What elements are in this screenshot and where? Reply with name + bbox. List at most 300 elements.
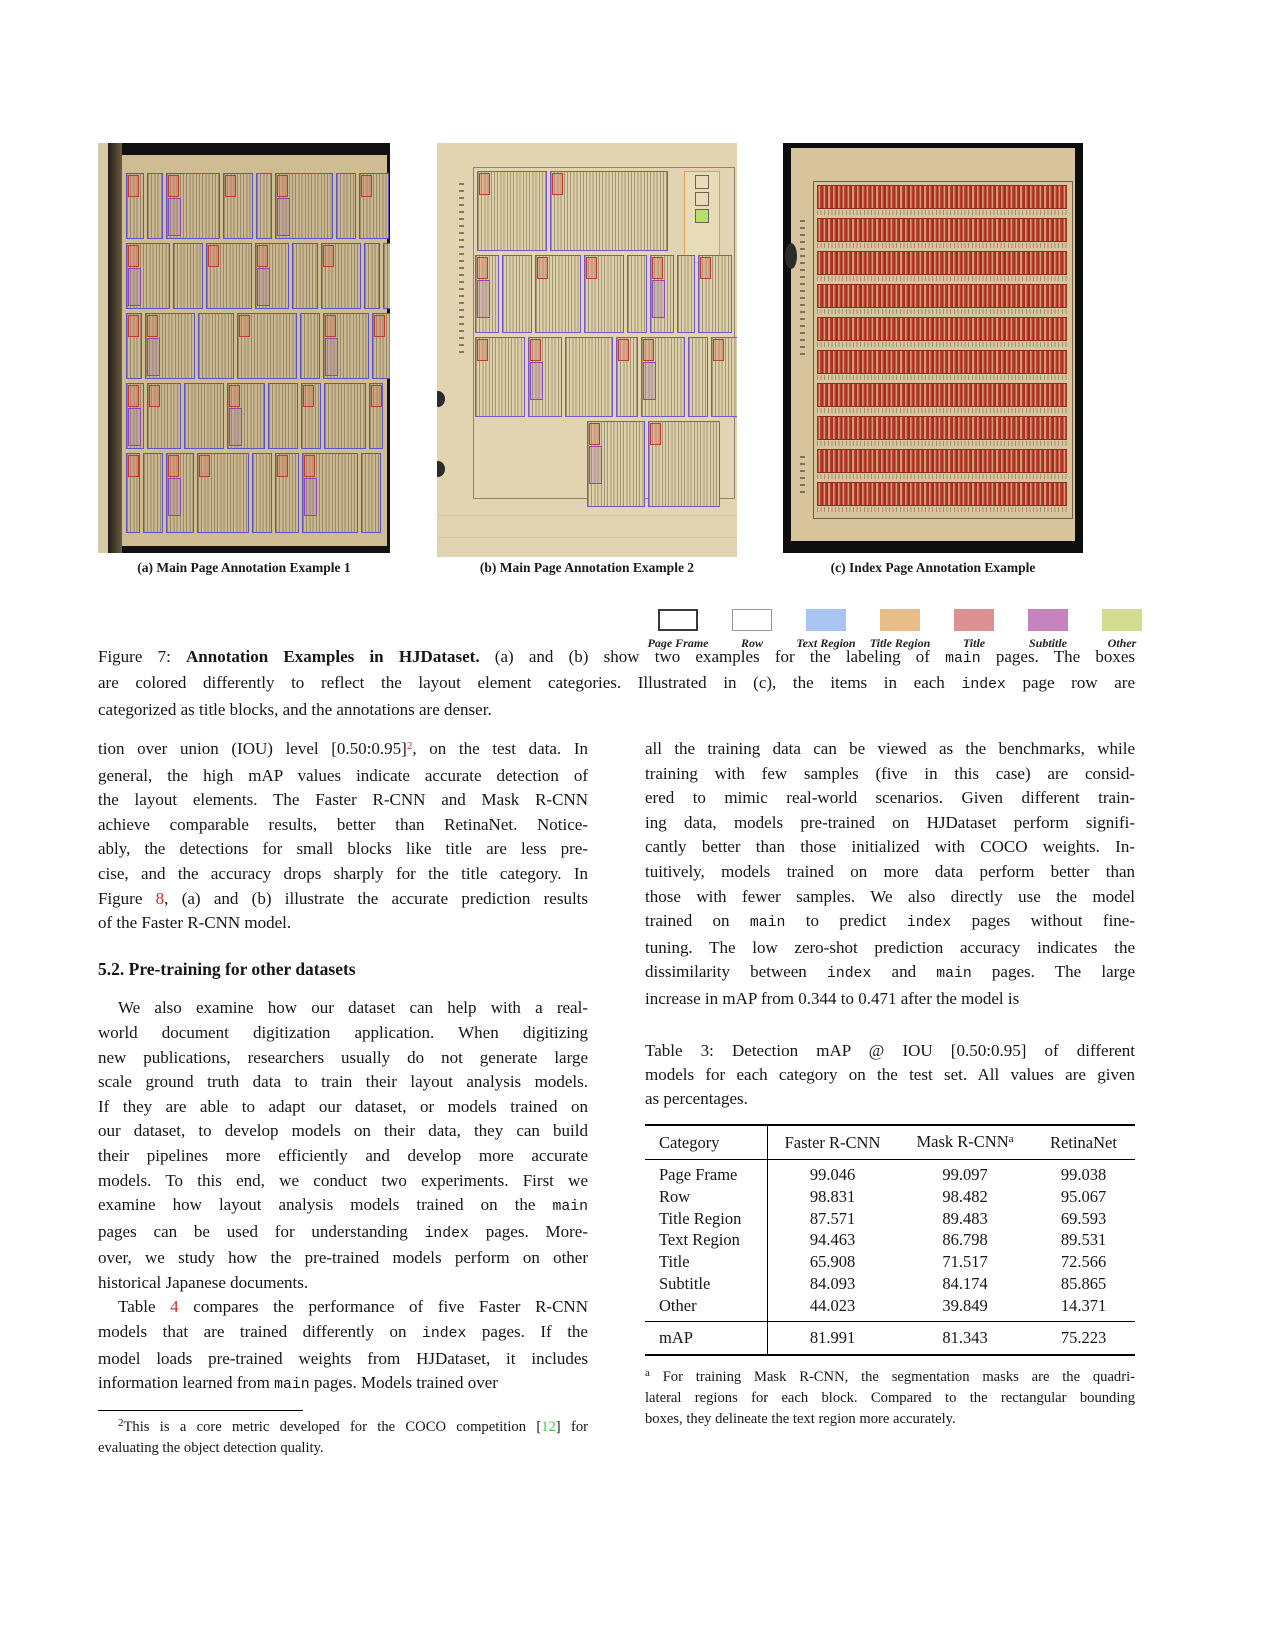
text-segment: lateral regions for each block. Compared to the rectangular bounding xyxy=(645,1390,1135,1407)
text-line xyxy=(98,1246,588,1271)
text-segment: over, we study how the pre-trained models perform on other xyxy=(98,1248,588,1268)
subtitle-annotation-box xyxy=(477,280,490,318)
title-annotation-box xyxy=(239,315,250,337)
title-annotation-box xyxy=(477,339,488,361)
annotation-block xyxy=(616,337,638,417)
text-line xyxy=(645,835,1135,860)
annotation-block xyxy=(268,383,298,449)
text-segment: compares the performance of five Faster R-CNN xyxy=(178,1297,588,1317)
title-annotation-box xyxy=(589,423,600,445)
annotation-block xyxy=(475,255,499,333)
text-segment: If they are able to adapt our dataset, or models trained on xyxy=(98,1096,588,1116)
text-line xyxy=(645,885,1135,910)
text-segment: pages. If the xyxy=(466,1322,588,1342)
figure-7c-caption: (c) Index Page Annotation Example xyxy=(830,560,1036,575)
text-segment: main xyxy=(945,651,981,667)
text-segment: models for each category on the test set. All values are given xyxy=(645,1064,1135,1084)
annotation-block xyxy=(126,243,170,309)
text-segment: For training Mask R-CNN, the segmentation masks are the quadri- xyxy=(649,1369,1135,1385)
text-segment: main xyxy=(749,915,786,932)
text-segment: new publications, researchers usually do not generate large xyxy=(98,1047,588,1067)
annotation-block xyxy=(528,337,562,417)
text-line xyxy=(98,837,588,862)
table-row xyxy=(645,1208,1135,1230)
table-cell-value: 87.571 xyxy=(809,1208,856,1228)
annotation-block xyxy=(301,383,321,449)
ref-link[interactable]: 8 xyxy=(155,888,165,908)
text-segment: cise, and the accuracy drops sharply for the title category. In xyxy=(98,863,588,883)
title-annotation-box xyxy=(225,175,236,197)
section-5-2-heading: 5.2. Pre-training for other datasets xyxy=(98,958,356,979)
index-row-titles xyxy=(817,317,1067,341)
table-row xyxy=(645,1273,1135,1295)
text-segment: (a) and (b) show two examples for the labeling of xyxy=(479,647,946,666)
legend-swatch xyxy=(1028,609,1068,631)
text-segment: page row are xyxy=(1005,673,1136,693)
index-row-titles xyxy=(817,251,1067,275)
title-annotation-box xyxy=(128,175,139,197)
table-cell-category: Title Region xyxy=(659,1208,742,1228)
kana-glyph xyxy=(695,175,709,189)
text-line xyxy=(645,737,1135,762)
kana-glyph xyxy=(695,192,709,206)
title-annotation-box xyxy=(713,339,724,361)
table-cell-value: 98.831 xyxy=(809,1186,856,1206)
table-cell-value: 99.097 xyxy=(942,1165,988,1185)
annotation-block xyxy=(126,383,144,449)
text-segment: cantly better than those initialized with COCO weights. In- xyxy=(645,837,1135,857)
title-annotation-box xyxy=(479,173,490,195)
text-line xyxy=(98,671,1135,697)
text-line xyxy=(98,645,1135,671)
table-body xyxy=(645,1160,1135,1321)
text-line xyxy=(645,909,1135,936)
annotation-block xyxy=(323,313,369,379)
text-segment: , on the test data. In xyxy=(412,739,588,758)
title-annotation-box xyxy=(552,173,563,195)
text-segment: Table xyxy=(118,1297,171,1317)
text-segment: historical Japanese documents. xyxy=(98,1272,309,1292)
annotation-block xyxy=(535,255,581,333)
margin-text-column xyxy=(800,453,805,493)
table-cell-value: 84.174 xyxy=(942,1274,988,1294)
text-segment: ] for xyxy=(555,1418,588,1435)
legend-label: Text Region xyxy=(796,636,856,650)
text-line xyxy=(98,1417,588,1438)
text-segment: model loads pre-trained weights from HJDataset, it includes xyxy=(98,1348,588,1368)
annotation-block xyxy=(275,173,333,239)
text-line xyxy=(645,762,1135,787)
text-segment: the layout elements. The Faster R-CNN and Mask R-CNN xyxy=(98,790,588,810)
text-segment: index xyxy=(906,915,952,932)
annotation-block xyxy=(252,453,272,533)
text-line xyxy=(98,1220,588,1247)
kana-glyph-highlighted xyxy=(695,209,709,223)
table-cell-value: 71.517 xyxy=(942,1252,988,1272)
subtitle-annotation-box xyxy=(589,446,602,484)
binder-hole xyxy=(437,391,445,407)
text-line xyxy=(98,862,588,887)
text-segment: are colored differently to reflect the layout element categories. Illustrated in (c), the items in each xyxy=(98,673,962,693)
table-cell-value: 85.865 xyxy=(1060,1274,1107,1294)
title-annotation-box xyxy=(199,455,210,477)
subtitle-annotation-box xyxy=(128,408,141,446)
index-row-pagenumbers xyxy=(817,474,1067,479)
table-header-row xyxy=(645,1126,1135,1160)
text-segment: their pipelines more efficiently and develop more accurate xyxy=(98,1145,588,1165)
legend-label: Row xyxy=(740,636,763,650)
index-row-titles xyxy=(817,350,1067,374)
subtitle-annotation-box xyxy=(530,362,543,400)
title-annotation-box xyxy=(128,385,139,407)
title-annotation-box xyxy=(147,315,158,337)
table-cell-value: 81.991 xyxy=(809,1327,856,1347)
table-cell-category: Other xyxy=(659,1295,697,1315)
table-cell-value: 69.593 xyxy=(1060,1208,1107,1228)
table-map-row xyxy=(645,1321,1135,1354)
index-row-pagenumbers xyxy=(817,375,1067,380)
text-segment: pages without fine- xyxy=(951,911,1136,931)
annotation-block xyxy=(184,383,224,449)
annotation-block xyxy=(126,173,144,239)
book-gutter xyxy=(108,143,122,553)
table-cell-value: 86.798 xyxy=(942,1230,988,1250)
text-line xyxy=(98,887,588,912)
annotation-block xyxy=(565,337,613,417)
text-segment: main xyxy=(274,1377,310,1394)
text-line xyxy=(98,737,588,764)
legend-label: Title xyxy=(962,636,986,650)
page-edge xyxy=(98,143,108,553)
text-line xyxy=(645,1063,1135,1087)
text-line xyxy=(645,987,1135,1012)
text-line xyxy=(98,788,588,813)
text-segment: achieve comparable results, better than RetinaNet. Notice- xyxy=(98,814,588,834)
title-annotation-box xyxy=(128,245,139,267)
text-line xyxy=(98,1095,588,1120)
annotation-block xyxy=(300,313,320,379)
title-annotation-box xyxy=(700,257,711,279)
text-segment: pages. Models trained over xyxy=(309,1373,498,1393)
title-annotation-box xyxy=(586,257,597,279)
annotation-block xyxy=(372,313,390,379)
text-segment: evaluating the object detection quality. xyxy=(98,1440,324,1457)
index-row-pagenumbers xyxy=(817,408,1067,413)
text-segment: index xyxy=(961,677,1006,694)
index-row-pagenumbers xyxy=(817,441,1067,446)
title-annotation-box xyxy=(168,455,179,477)
text-line xyxy=(98,1070,588,1095)
index-row-titles xyxy=(817,449,1067,473)
annotation-block xyxy=(677,255,695,333)
annotation-block xyxy=(256,173,272,239)
title-annotation-box xyxy=(257,245,268,267)
text-line xyxy=(98,1371,588,1398)
annotation-block xyxy=(550,171,668,251)
text-line xyxy=(645,860,1135,885)
ref-link[interactable]: 2 xyxy=(406,740,413,752)
legend-swatch xyxy=(732,609,772,631)
text-segment: increase in mAP from 0.344 to 0.471 after the model is xyxy=(645,988,1020,1008)
text-line xyxy=(98,1295,588,1320)
text-segment: dissimilarity between xyxy=(645,962,827,982)
text-line xyxy=(98,1347,588,1372)
margin-text-column xyxy=(800,215,805,355)
table-cell-value: 95.067 xyxy=(1060,1186,1107,1206)
text-segment: general, the high mAP values indicate accurate detection of xyxy=(98,765,588,785)
annotation-block xyxy=(292,243,318,309)
index-row-pagenumbers xyxy=(817,507,1067,512)
paragraph-results xyxy=(98,737,588,936)
subtitle-annotation-box xyxy=(128,268,141,306)
legend-label: Other xyxy=(1107,636,1137,650)
text-line xyxy=(645,1388,1135,1408)
index-row-titles xyxy=(817,284,1067,308)
annotation-block xyxy=(206,243,252,309)
text-segment: tion over union (IOU) level [0.50:0.95] xyxy=(98,739,407,758)
footnote-rule xyxy=(98,1410,303,1411)
text-line xyxy=(98,911,588,936)
table-cell-category: Title xyxy=(659,1252,690,1272)
scan-line xyxy=(437,537,737,538)
text-segment: , (a) and (b) illustrate the accurate prediction results xyxy=(164,888,589,908)
index-row-pagenumbers xyxy=(817,342,1067,347)
text-segment: tuning. The low zero-shot prediction accuracy indicates the xyxy=(645,937,1135,957)
title-annotation-box xyxy=(643,339,654,361)
annotation-block xyxy=(336,173,356,239)
text-line xyxy=(98,1320,588,1347)
scan-line xyxy=(437,515,737,516)
table-cell-category: Row xyxy=(659,1186,691,1206)
table-row xyxy=(645,1295,1135,1317)
table-cell-value: 72.566 xyxy=(1060,1252,1107,1272)
index-row-pagenumbers xyxy=(817,309,1067,314)
annotation-block xyxy=(711,337,737,417)
annotation-block xyxy=(364,243,380,309)
subtitle-annotation-box xyxy=(168,478,181,516)
text-segment: categorized as title blocks, and the annotations are denser. xyxy=(98,699,492,719)
text-segment: main xyxy=(552,1199,588,1216)
annotation-block xyxy=(275,453,299,533)
title-annotation-box xyxy=(303,385,314,407)
title-annotation-box xyxy=(652,257,663,279)
text-line xyxy=(98,1021,588,1046)
annotation-block xyxy=(584,255,624,333)
table-3-footnote xyxy=(645,1367,1135,1429)
text-segment: all the training data can be viewed as the benchmarks, while xyxy=(645,739,1135,758)
section-label-strip xyxy=(684,171,720,263)
ref-link[interactable]: 4 xyxy=(170,1297,179,1317)
table-row xyxy=(645,1186,1135,1208)
legend-swatch xyxy=(880,609,920,631)
table-cell-category: Subtitle xyxy=(659,1274,711,1294)
text-segment: This is a core metric developed for the COCO competition [ xyxy=(123,1418,542,1435)
annotation-block xyxy=(650,255,674,333)
title-annotation-box xyxy=(128,315,139,337)
annotation-block xyxy=(475,337,525,417)
table-row xyxy=(645,1164,1135,1186)
annotation-block xyxy=(143,453,163,533)
text-line xyxy=(98,1119,588,1144)
text-segment: Table 3: Detection mAP @ IOU [0.50:0.95] of different xyxy=(645,1040,1135,1060)
table-row xyxy=(645,1252,1135,1274)
text-line xyxy=(98,698,1135,722)
scan-edge-top xyxy=(98,143,390,155)
margin-text-column xyxy=(459,183,464,353)
annotation-block xyxy=(126,313,142,379)
table-cell-value: 75.223 xyxy=(1060,1327,1107,1347)
annotation-block xyxy=(359,173,389,239)
text-segment: trained on xyxy=(645,911,750,931)
table-header-cell: Mask R-CNN$^a$ xyxy=(916,1131,1014,1151)
text-line xyxy=(98,813,588,838)
annotation-block xyxy=(321,243,361,309)
text-segment: main xyxy=(936,966,972,983)
text-line xyxy=(645,1087,1135,1111)
subtitle-annotation-box xyxy=(325,338,338,376)
annotation-block xyxy=(147,383,181,449)
annotation-block xyxy=(145,313,195,379)
subtitle-annotation-box xyxy=(643,362,656,400)
figure-7-main-caption xyxy=(98,645,1135,722)
annotation-block xyxy=(698,255,732,333)
text-line xyxy=(645,960,1135,987)
table-cell-value: 14.371 xyxy=(1060,1295,1107,1315)
title-annotation-box xyxy=(650,423,661,445)
annotation-block xyxy=(302,453,358,533)
annotation-block xyxy=(477,171,547,251)
table-cell-value: 98.482 xyxy=(942,1186,988,1206)
text-segment: 2 xyxy=(118,1416,124,1429)
text-line xyxy=(645,1039,1135,1063)
figure-7a-annotation-image xyxy=(98,143,390,553)
table-cell-value: 94.463 xyxy=(809,1230,856,1250)
figure-7c-annotation-image xyxy=(783,143,1083,553)
table-cell-value: 81.343 xyxy=(942,1327,988,1347)
text-line xyxy=(98,1144,588,1169)
text-line xyxy=(645,1409,1135,1429)
figure-7b-annotation-image xyxy=(437,143,737,557)
figure-7 xyxy=(98,143,1135,723)
figure-7a-caption: (a) Main Page Annotation Example 1 xyxy=(137,560,351,575)
text-line xyxy=(98,1193,588,1220)
title-annotation-box xyxy=(128,455,139,477)
text-segment: Figure xyxy=(98,888,156,908)
subtitle-annotation-box xyxy=(147,338,160,376)
scan-edge-bottom xyxy=(98,546,390,553)
text-segment: tuitively, models trained on more data perform better than xyxy=(645,861,1135,881)
text-segment: world document digitization application. When digitizing xyxy=(98,1022,588,1042)
table-3 xyxy=(645,1124,1135,1356)
text-line xyxy=(645,786,1135,811)
index-row-titles xyxy=(817,383,1067,407)
left-column xyxy=(98,737,588,1458)
annotation-block xyxy=(369,383,383,449)
text-line xyxy=(98,1271,588,1296)
title-annotation-box xyxy=(277,455,288,477)
text-segment: index xyxy=(422,1326,467,1343)
table-cell-category: Page Frame xyxy=(659,1165,738,1185)
text-segment: boxes, they delineate the text region more accurately. xyxy=(645,1410,956,1427)
text-segment: pages. The large xyxy=(971,962,1136,982)
table-cell-category: Text Region xyxy=(659,1230,740,1250)
annotation-block xyxy=(126,453,140,533)
text-segment: Figure 7: xyxy=(98,647,187,666)
text-line xyxy=(98,1169,588,1194)
title-annotation-box xyxy=(477,257,488,279)
title-annotation-box xyxy=(371,385,382,407)
annotation-block xyxy=(502,255,532,333)
annotation-block xyxy=(648,421,720,507)
title-annotation-box xyxy=(374,315,385,337)
text-segment: information learned from xyxy=(98,1373,275,1393)
subtitle-annotation-box xyxy=(304,478,317,516)
paragraph-pretraining xyxy=(98,996,588,1295)
text-line xyxy=(98,1438,588,1458)
annotation-block xyxy=(198,313,234,379)
annotation-block xyxy=(587,421,645,507)
title-annotation-box xyxy=(149,385,160,407)
annotation-block xyxy=(361,453,381,533)
binder-hole xyxy=(437,461,445,477)
title-annotation-box xyxy=(537,257,548,279)
text-segment: pages can be used for understanding xyxy=(98,1221,425,1241)
legend-swatch xyxy=(806,609,846,631)
table-cell-value: 99.038 xyxy=(1060,1165,1107,1185)
footnote-2 xyxy=(98,1417,588,1459)
text-segment: examine how layout analysis models trained on the xyxy=(98,1195,553,1215)
index-row-pagenumbers xyxy=(817,243,1067,248)
table-header-cell: RetinaNet xyxy=(1050,1132,1117,1152)
text-line xyxy=(98,1046,588,1071)
text-segment: training with few samples (five in this case) are consid- xyxy=(645,763,1135,783)
table-vertical-rule xyxy=(767,1126,768,1354)
text-segment: index xyxy=(424,1225,469,1242)
title-annotation-box xyxy=(304,455,315,477)
annotation-block xyxy=(383,243,390,309)
ref-link[interactable]: 12 xyxy=(541,1418,556,1435)
table-cell-value: 44.023 xyxy=(809,1295,856,1315)
text-segment: ing data, models pre-trained on HJDataset perform signifi- xyxy=(645,812,1135,832)
legend-swatch xyxy=(1102,609,1142,631)
table-cell-value: 84.093 xyxy=(809,1274,856,1294)
annotation-block xyxy=(237,313,297,379)
text-segment: and xyxy=(871,962,937,982)
text-segment: Annotation Examples in HJDataset. xyxy=(186,647,480,666)
table-cell-value: 65.908 xyxy=(809,1252,856,1272)
text-segment: pages. The boxes xyxy=(980,647,1136,666)
text-segment: as percentages. xyxy=(645,1089,748,1109)
table-header-footnote-marker: a xyxy=(1008,1132,1014,1145)
annotation-block xyxy=(223,173,253,239)
figure-7b-caption: (b) Main Page Annotation Example 2 xyxy=(479,560,695,575)
index-row-pagenumbers xyxy=(817,276,1067,281)
text-segment: those with fewer samples. We also directly use the model xyxy=(645,886,1135,906)
index-row-titles xyxy=(817,416,1067,440)
text-segment: of the Faster R-CNN model. xyxy=(98,913,292,933)
subtitle-annotation-box xyxy=(229,408,242,446)
text-segment: to predict xyxy=(785,911,907,931)
text-segment: We also examine how our dataset can help with a real- xyxy=(118,998,588,1018)
text-segment: a xyxy=(645,1367,650,1379)
subtitle-annotation-box xyxy=(168,198,181,236)
title-annotation-box xyxy=(361,175,372,197)
annotation-block xyxy=(627,255,647,333)
text-line xyxy=(645,936,1135,961)
paragraph-table4 xyxy=(98,1295,588,1397)
title-annotation-box xyxy=(530,339,541,361)
legend-swatch xyxy=(658,609,698,631)
